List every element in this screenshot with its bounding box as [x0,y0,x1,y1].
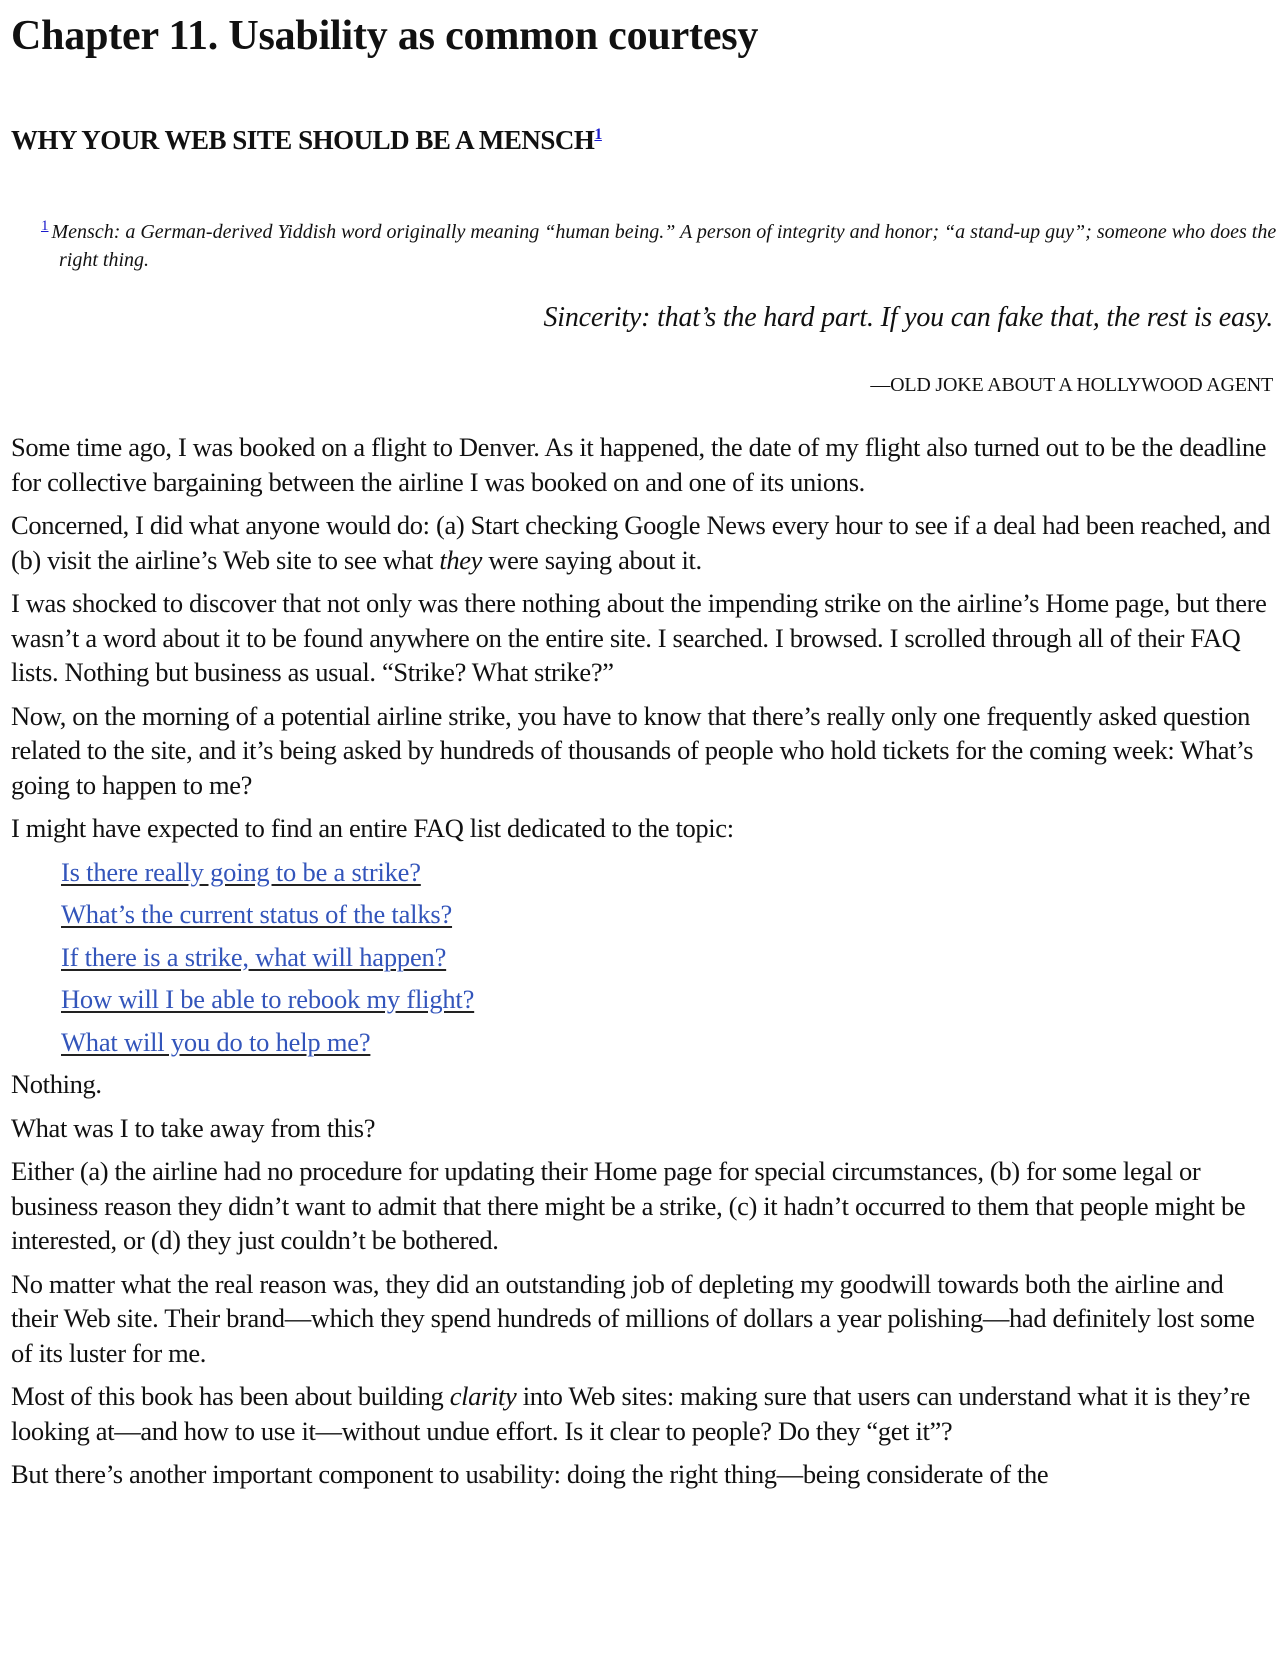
footnote-reference-link[interactable]: 1 [594,126,602,143]
paragraph [11,1379,1273,1448]
epigraph-quote: Sincerity: that’s the hard part. If you can fake that, the rest is easy. [543,302,1273,333]
faq-list-item [61,982,1273,1017]
epigraph-attribution: —OLD JOKE ABOUT A HOLLYWOOD AGENT [870,374,1273,396]
footnote-reference [594,126,602,143]
paragraph: Now, on the morning of a potential airline strike, you have to know that there’s really only one frequently asked question related to the site, and it’s being asked by hundreds of thousands of people who hold tickets for the coming week: What’s going to happen to me? [11,700,1254,800]
emphasis: they [439,544,483,575]
footnote [41,212,1280,274]
faq-list [11,855,1273,1060]
footnote-mark [41,218,49,234]
paragraph: Either (a) the airline had no procedure for updating their Home page for special circumstances, (b) for some legal or business reason they didn’t want to admit that there might be a strike, (c) it hadn’t occurred to them that people might be interested, or (d) they just couldn’t be bothered. [11,1156,1246,1255]
faq-list-item [61,1025,1273,1060]
paragraph-text: Concerned, I did what anyone would do: (a) Start checking Google News every hour to see if a deal had been reached, and (b) visit the airline’s Web site to see what [11,510,1271,575]
faq-link-strike[interactable]: Is there really going to be a strike? [61,856,421,887]
paragraph-text: were saying about it. [482,544,702,575]
footnote-backlink[interactable]: 1 [41,218,49,234]
footnote-text: Mensch: a German-derived Yiddish word originally meaning “human being.” A person of integrity and honor; “a stand-up guy”; someone who does the right thing. [51,221,1277,271]
chapter-title: Chapter 11. Usability as common courtesy [11,13,759,59]
faq-list-item [61,897,1273,932]
emphasis: clarity [449,1381,517,1411]
paragraph: Nothing. [11,1069,102,1099]
faq-list-item [61,940,1273,975]
paragraph: I might have expected to find an entire FAQ list dedicated to the topic: [11,813,734,843]
paragraph: I was shocked to discover that not only was there nothing about the impending strike on the airline’s Home page, but there wasn’t a word about it to be found anywhere on the entire site. I searched. I browsed. I scrolled through all of their FAQ lists. Nothing but business as usual. “Strike? What strike?” [11,588,1267,687]
faq-list-item [61,855,1273,890]
paragraph: But there’s another important component to usability: doing the right thing—being considerate of the [11,1459,1049,1489]
paragraph [11,508,1273,577]
faq-link-talks-status[interactable]: What’s the current status of the talks? [61,899,453,929]
section-title [11,118,602,157]
faq-link-rebook[interactable]: How will I be able to rebook my flight? [61,984,475,1014]
paragraph-text: Most of this book has been about building [11,1381,450,1411]
faq-link-help[interactable]: What will you do to help me? [61,1026,371,1057]
section-title-text: WHY YOUR WEB SITE SHOULD BE A MENSCH [11,125,595,155]
paragraph: Some time ago, I was booked on a flight to Denver. As it happened, the date of my flight also turned out to be the deadline for collective bargaining between the airline I was booked on and one of its unions. [11,432,1267,497]
body-text [11,430,1273,1501]
paragraph-text: into Web sites: making sure that users can understand what it is they’re looking at—and how to use it—without undue effort. Is it clear to people? Do they “get it”? [11,1381,1250,1446]
paragraph: No matter what the real reason was, they did an outstanding job of depleting my goodwill towards both the airline and their Web site. Their brand—which they spend hundreds of millions of dollars a year polishing—had definitely lost some of its luster for me. [11,1268,1255,1368]
faq-link-what-happens[interactable]: If there is a strike, what will happen? [61,941,447,972]
paragraph: What was I to take away from this? [11,1112,376,1143]
